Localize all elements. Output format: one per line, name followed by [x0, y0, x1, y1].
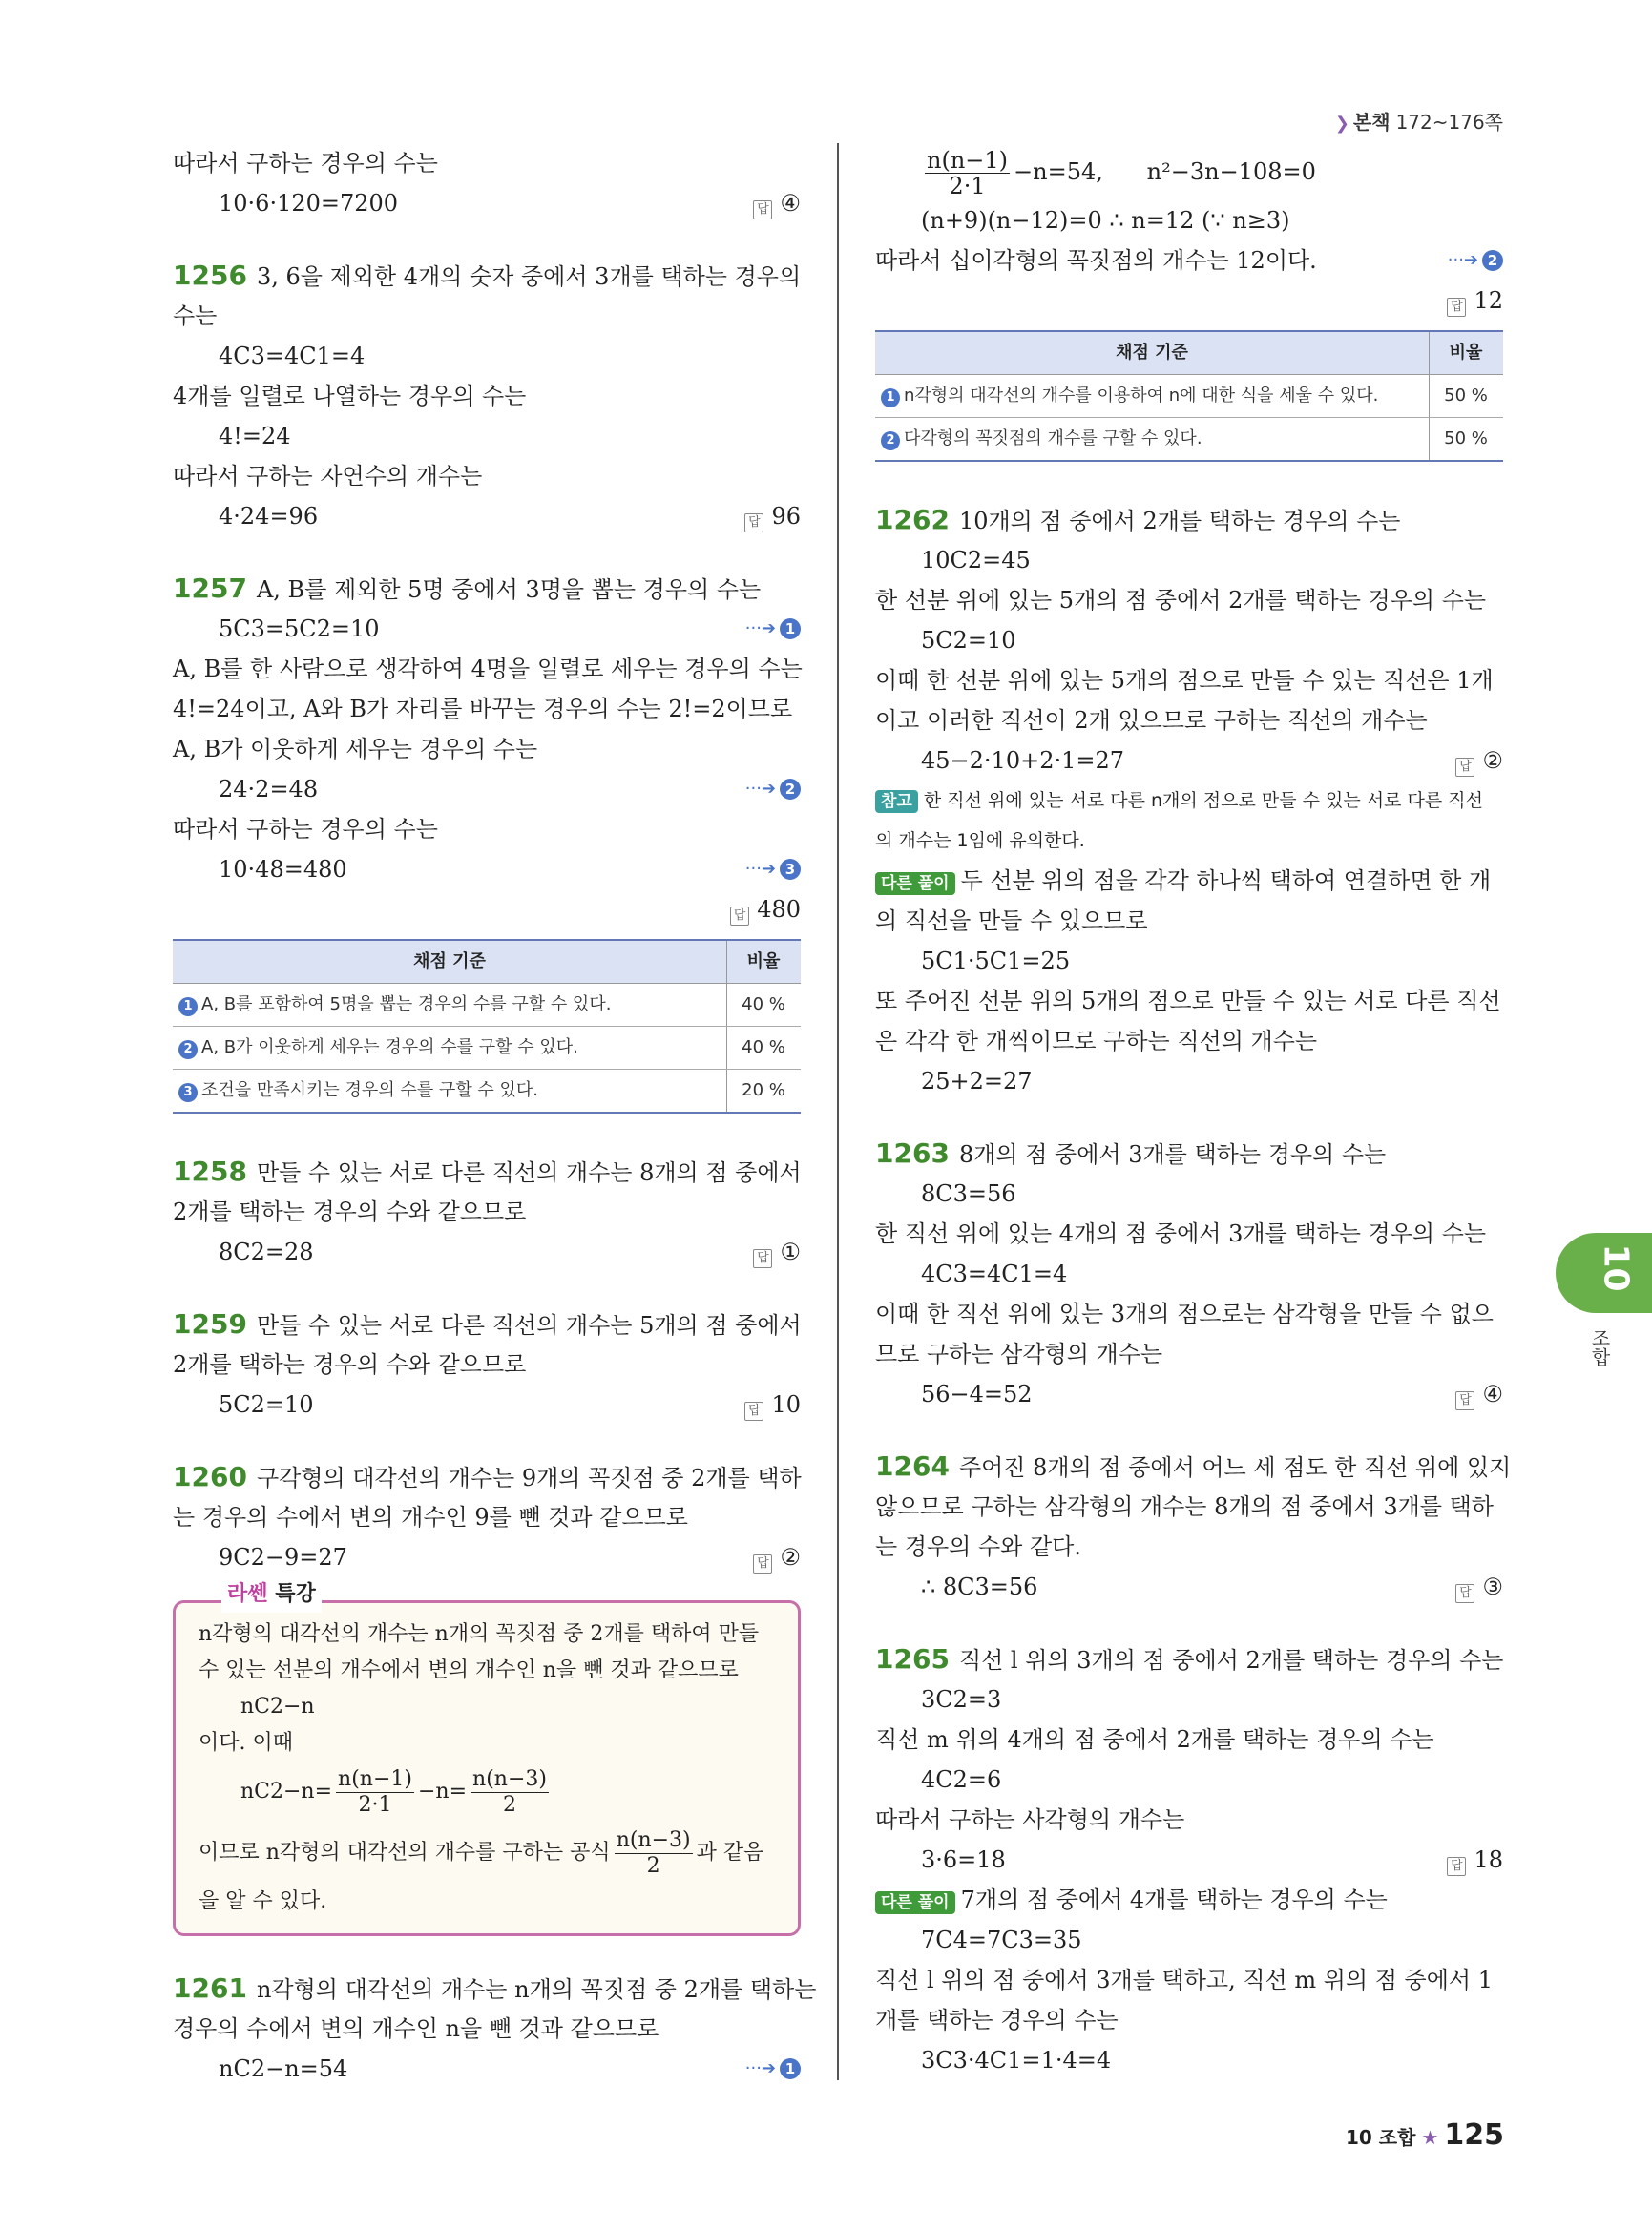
note-tag: 참고	[875, 790, 918, 813]
equation-line: 5C1·5C1=25	[921, 948, 1071, 974]
text-line: 는 경우의 수와 같다.	[875, 1533, 1081, 1560]
table-header: 비율	[727, 940, 802, 984]
text-line: n각형의 대각선의 개수는 n개의 꼭짓점 중 2개를 택하여 만들	[199, 1622, 760, 1646]
text-line: 직선 m 위의 4개의 점 중에서 2개를 택하는 경우의 수는	[875, 1726, 1434, 1753]
problem-number: 1263	[875, 1137, 950, 1169]
text-line: 을 알 수 있다.	[199, 1889, 327, 1913]
answer-mark: 답 96	[744, 496, 801, 536]
equation-line: 5C2=10 답 10	[173, 1385, 801, 1425]
alt-solution-line: 다른 풀이 7개의 점 중에서 4개를 택하는 경우의 수는	[875, 1880, 1503, 1920]
left-column	[173, 143, 817, 2089]
answer-mark: 답 ①	[753, 1232, 801, 1272]
scoring-table-1261	[875, 330, 1503, 462]
box-title: 라쎈 특강	[221, 1576, 322, 1613]
text-line: 이므로 n각형의 대각선의 개수를 구하는 공식 $\frac{n(n-3)}{2}$ 과 같음	[199, 1827, 764, 1878]
equation-line: 4·24=96 답 96	[173, 496, 801, 536]
text-line: 수는	[173, 302, 218, 329]
answer-icon: 답	[1447, 298, 1466, 317]
table-row: 3 조건을 만족시키는 경우의 수를 구할 수 있다. 20 %	[173, 1070, 801, 1114]
note-line: 참고 한 직선 위에 있는 서로 다른 n개의 점으로 만들 수 있는 서로 다른 직선	[875, 781, 1503, 821]
answer-mark: 답 ④	[1455, 1374, 1503, 1414]
answer-mark: 답 480	[730, 889, 801, 929]
answer-icon: 답	[1455, 1391, 1474, 1410]
answer-mark: 답 ②	[753, 1537, 801, 1577]
problem-1262: 1262 10개의 점 중에서 2개를 택하는 경우의 수는	[875, 504, 1401, 535]
problem-1265: 1265 직선 l 위의 3개의 점 중에서 2개를 택하는 경우의 수는	[875, 1643, 1504, 1675]
text-line: 직선 l 위의 점 중에서 3개를 택하고, 직선 m 위의 점 중에서 1	[875, 1967, 1494, 1993]
problem-1259: 1259 만들 수 있는 서로 다른 직선의 개수는 5개의 점 중에서	[173, 1308, 802, 1340]
problem-number: 1261	[173, 1972, 247, 2004]
text-line: 므로 구하는 삼각형의 개수는	[875, 1341, 1163, 1367]
answer-mark: 답 ②	[1455, 740, 1503, 781]
problem-number: 1257	[173, 573, 247, 604]
text-line: 이고 이러한 직선이 2개 있으므로 구하는 직선의 개수는	[875, 707, 1428, 734]
equation-line: $\frac{n(n-1)}{2\cdot 1}$ −n=54, n²−3n−108=0	[927, 147, 1316, 199]
equation-line: 10·48=480 ···➔ 3	[173, 849, 801, 889]
text-line: 따라서 구하는 경우의 수는	[173, 150, 438, 177]
problem-number: 1264	[875, 1450, 950, 1482]
problem-number: 1260	[173, 1461, 247, 1492]
header-book: 본책	[1352, 111, 1391, 134]
text-line: 의 직선을 만들 수 있으므로	[875, 907, 1148, 934]
problem-1260: 1260 구각형의 대각선의 개수는 9개의 꼭짓점 중 2개를 택하	[173, 1461, 802, 1492]
problem-number: 1256	[173, 260, 247, 291]
problem-number: 1259	[173, 1308, 247, 1340]
table-row: 2 다각형의 꼭짓점의 개수를 구할 수 있다. 50 %	[875, 418, 1503, 462]
page-header	[1335, 107, 1503, 135]
step-marker: ···➔ 2	[745, 769, 801, 809]
equation-line: 7C4=7C3=35	[921, 1927, 1082, 1953]
table-header: 채점 기준	[173, 940, 727, 984]
alt-tag: 다른 풀이	[875, 872, 955, 895]
answer-mark: 답 12	[1447, 281, 1503, 321]
step-marker: ···➔ 3	[745, 849, 801, 889]
answer-icon: 답	[753, 200, 772, 219]
equation-line: 4C3=4C1=4	[921, 1261, 1068, 1287]
text-line: 이때 한 직선 위에 있는 3개의 점으로는 삼각형을 만들 수 없으	[875, 1301, 1494, 1327]
text-line: 따라서 십이각형의 꼭짓점의 개수는 12이다. ···➔ 2	[875, 240, 1503, 281]
answer-line	[173, 889, 801, 929]
text-line: 개를 택하는 경우의 수는	[875, 2007, 1119, 2033]
equation-line: 3C2=3	[921, 1686, 1002, 1713]
equation-line: 10·6·120=7200 답 ④	[173, 183, 801, 223]
answer-icon: 답	[753, 1249, 772, 1268]
text-line: 따라서 구하는 사각형의 개수는	[875, 1806, 1185, 1833]
page-number: 125	[1444, 2118, 1504, 2152]
equation-line: 8C3=56	[921, 1180, 1016, 1207]
equation-line: 8C2=28 답 ①	[173, 1232, 801, 1272]
column-divider	[837, 143, 839, 2080]
equation-line: 3·6=18 답 18	[875, 1840, 1503, 1880]
star-icon: ★	[1421, 2126, 1439, 2149]
equation-line: 5C3=5C2=10 ···➔ 1	[173, 609, 801, 649]
footer-chapter: 10 조합	[1346, 2126, 1416, 2149]
answer-icon: 답	[744, 1402, 763, 1421]
text-line: 또 주어진 선분 위의 5개의 점으로 만들 수 있는 서로 다른 직선	[875, 988, 1501, 1014]
equation-line: 10C2=45	[921, 547, 1031, 573]
alt-solution-line: 다른 풀이 두 선분 위의 점을 각각 하나씩 택하여 연결하면 한 개	[875, 861, 1503, 901]
table-header: 채점 기준	[875, 331, 1430, 375]
text-line: 한 선분 위에 있는 5개의 점 중에서 2개를 택하는 경우의 수는	[875, 587, 1487, 614]
fraction: $\frac{n(n-3)}{2}$	[472, 1766, 547, 1817]
table-header: 비율	[1430, 331, 1504, 375]
text-line: 4개를 일렬로 나열하는 경우의 수는	[173, 383, 527, 409]
problem-1256: 1256 3, 6을 제외한 4개의 숫자 중에서 3개를 택하는 경우의	[173, 260, 802, 291]
fraction: $\frac{n(n-1)}{2\cdot 1}$	[927, 147, 1009, 199]
table-row: 1 n각형의 대각선의 개수를 이용하여 n에 대한 식을 세울 수 있다. 50 %	[875, 375, 1503, 418]
answer-icon: 답	[744, 513, 763, 532]
answer-icon: 답	[730, 907, 749, 926]
table-row: 1 A, B를 포함하여 5명을 뽑는 경우의 수를 구할 수 있다. 40 %	[173, 984, 801, 1027]
header-pages: 172~176쪽	[1395, 111, 1503, 134]
equation-line: (n+9)(n−12)=0 ∴ n=12 (∵ n≥3)	[921, 207, 1290, 234]
text-line: 4!=24이고, A와 B가 자리를 바꾸는 경우의 수는 2!=2이므로	[173, 696, 793, 722]
text-line: A, B를 한 사람으로 생각하여 4명을 일렬로 세우는 경우의 수는	[173, 656, 803, 682]
text-line: 는 경우의 수에서 변의 개수인 9를 뺀 것과 같으므로	[173, 1504, 688, 1531]
problem-1258: 1258 만들 수 있는 서로 다른 직선의 개수는 8개의 점 중에서	[173, 1156, 802, 1187]
equation-line: 4C2=6	[921, 1766, 1002, 1793]
text-line: 따라서 구하는 자연수의 개수는	[173, 463, 483, 490]
chevron-right-icon: ❯	[1334, 114, 1349, 134]
answer-line	[875, 281, 1503, 321]
fraction: $\frac{n(n-3)}{2}$	[616, 1827, 691, 1878]
problem-1264: 1264 주어진 8개의 점 중에서 어느 세 점도 한 직선 위에 있지	[875, 1450, 1512, 1482]
text-line: 2개를 택하는 경우의 수와 같으므로	[173, 1351, 527, 1378]
text-line: 따라서 구하는 경우의 수는	[173, 816, 438, 843]
equation-line: 24·2=48 ···➔ 2	[173, 769, 801, 809]
answer-icon: 답	[1455, 758, 1474, 777]
note-line: 의 개수는 1임에 유의한다.	[875, 830, 1085, 851]
problem-number: 1265	[875, 1643, 950, 1675]
answer-mark: 답 10	[744, 1385, 801, 1425]
alt-tag: 다른 풀이	[875, 1891, 955, 1914]
text-line: 이때 한 선분 위에 있는 5개의 점으로 만들 수 있는 직선은 1개	[875, 667, 1494, 694]
chapter-number: 10	[1596, 1243, 1636, 1292]
problem-1261: 1261 n각형의 대각선의 개수는 n개의 꼭짓점 중 2개를 택하는	[173, 1972, 817, 2004]
problem-1263: 1263 8개의 점 중에서 3개를 택하는 경우의 수는	[875, 1137, 1387, 1169]
step-marker: ···➔ 1	[745, 609, 801, 649]
page-footer	[1346, 2118, 1504, 2152]
equation-line: 9C2−9=27 답 ②	[173, 1537, 801, 1577]
text-line: 수 있는 선분의 개수에서 변의 개수인 n을 뺀 것과 같으므로	[199, 1658, 739, 1682]
equation-line: 4!=24	[219, 423, 291, 449]
text-line: 않으므로 구하는 삼각형의 개수는 8개의 점 중에서 3개를 택하	[875, 1493, 1494, 1520]
equation-line: nC2−n= $\frac{n(n-1)}{2\cdot 1}$ −n= $\frac{n(n-3)}{2}$	[240, 1766, 547, 1817]
answer-icon: 답	[1455, 1584, 1474, 1603]
fraction: $\frac{n(n-1)}{2\cdot 1}$	[338, 1766, 412, 1817]
equation-line: ∴ 8C3=56 답 ③	[875, 1567, 1503, 1607]
equation-line: nC2−n=54 ···➔ 1	[173, 2049, 801, 2089]
equation-line: 25+2=27	[921, 1068, 1033, 1095]
equation-line: nC2−n	[240, 1695, 315, 1719]
text-line: 경우의 수에서 변의 개수인 n을 뺀 것과 같으므로	[173, 2015, 659, 2042]
text-line: 이다. 이때	[199, 1731, 293, 1755]
text-line: 한 직선 위에 있는 4개의 점 중에서 3개를 택하는 경우의 수는	[875, 1220, 1487, 1247]
text-line: 은 각각 한 개씩이므로 구하는 직선의 개수는	[875, 1028, 1318, 1054]
step-marker: ···➔ 2	[1448, 240, 1503, 281]
problem-number: 1262	[875, 504, 950, 535]
answer-mark: 답 ④	[753, 183, 801, 223]
chapter-label: 조합	[1588, 1328, 1611, 1366]
step-marker: ···➔ 1	[745, 2049, 801, 2089]
equation-line: 45−2·10+2·1=27 답 ②	[875, 740, 1503, 781]
equation-line: 3C3·4C1=1·4=4	[921, 2047, 1112, 2074]
answer-icon: 답	[1447, 1857, 1466, 1876]
chapter-tab[interactable]	[1556, 1233, 1652, 1313]
answer-mark: 답 18	[1447, 1840, 1503, 1880]
table-row: 2 A, B가 이웃하게 세우는 경우의 수를 구할 수 있다. 40 %	[173, 1027, 801, 1070]
equation-line: 5C2=10	[921, 627, 1016, 654]
scoring-table-1257	[173, 939, 801, 1114]
right-column	[875, 143, 1512, 2080]
answer-icon: 답	[753, 1554, 772, 1574]
equation-line: 4C3=4C1=4	[219, 343, 366, 369]
problem-1257: 1257 A, B를 제외한 5명 중에서 3명을 뽑는 경우의 수는	[173, 573, 762, 604]
text-line: A, B가 이웃하게 세우는 경우의 수는	[173, 736, 538, 762]
special-lecture-box	[173, 1582, 801, 1936]
problem-number: 1258	[173, 1156, 247, 1187]
answer-mark: 답 ③	[1455, 1567, 1503, 1607]
text-line: 2개를 택하는 경우의 수와 같으므로	[173, 1199, 527, 1225]
equation-line: 56−4=52 답 ④	[875, 1374, 1503, 1414]
